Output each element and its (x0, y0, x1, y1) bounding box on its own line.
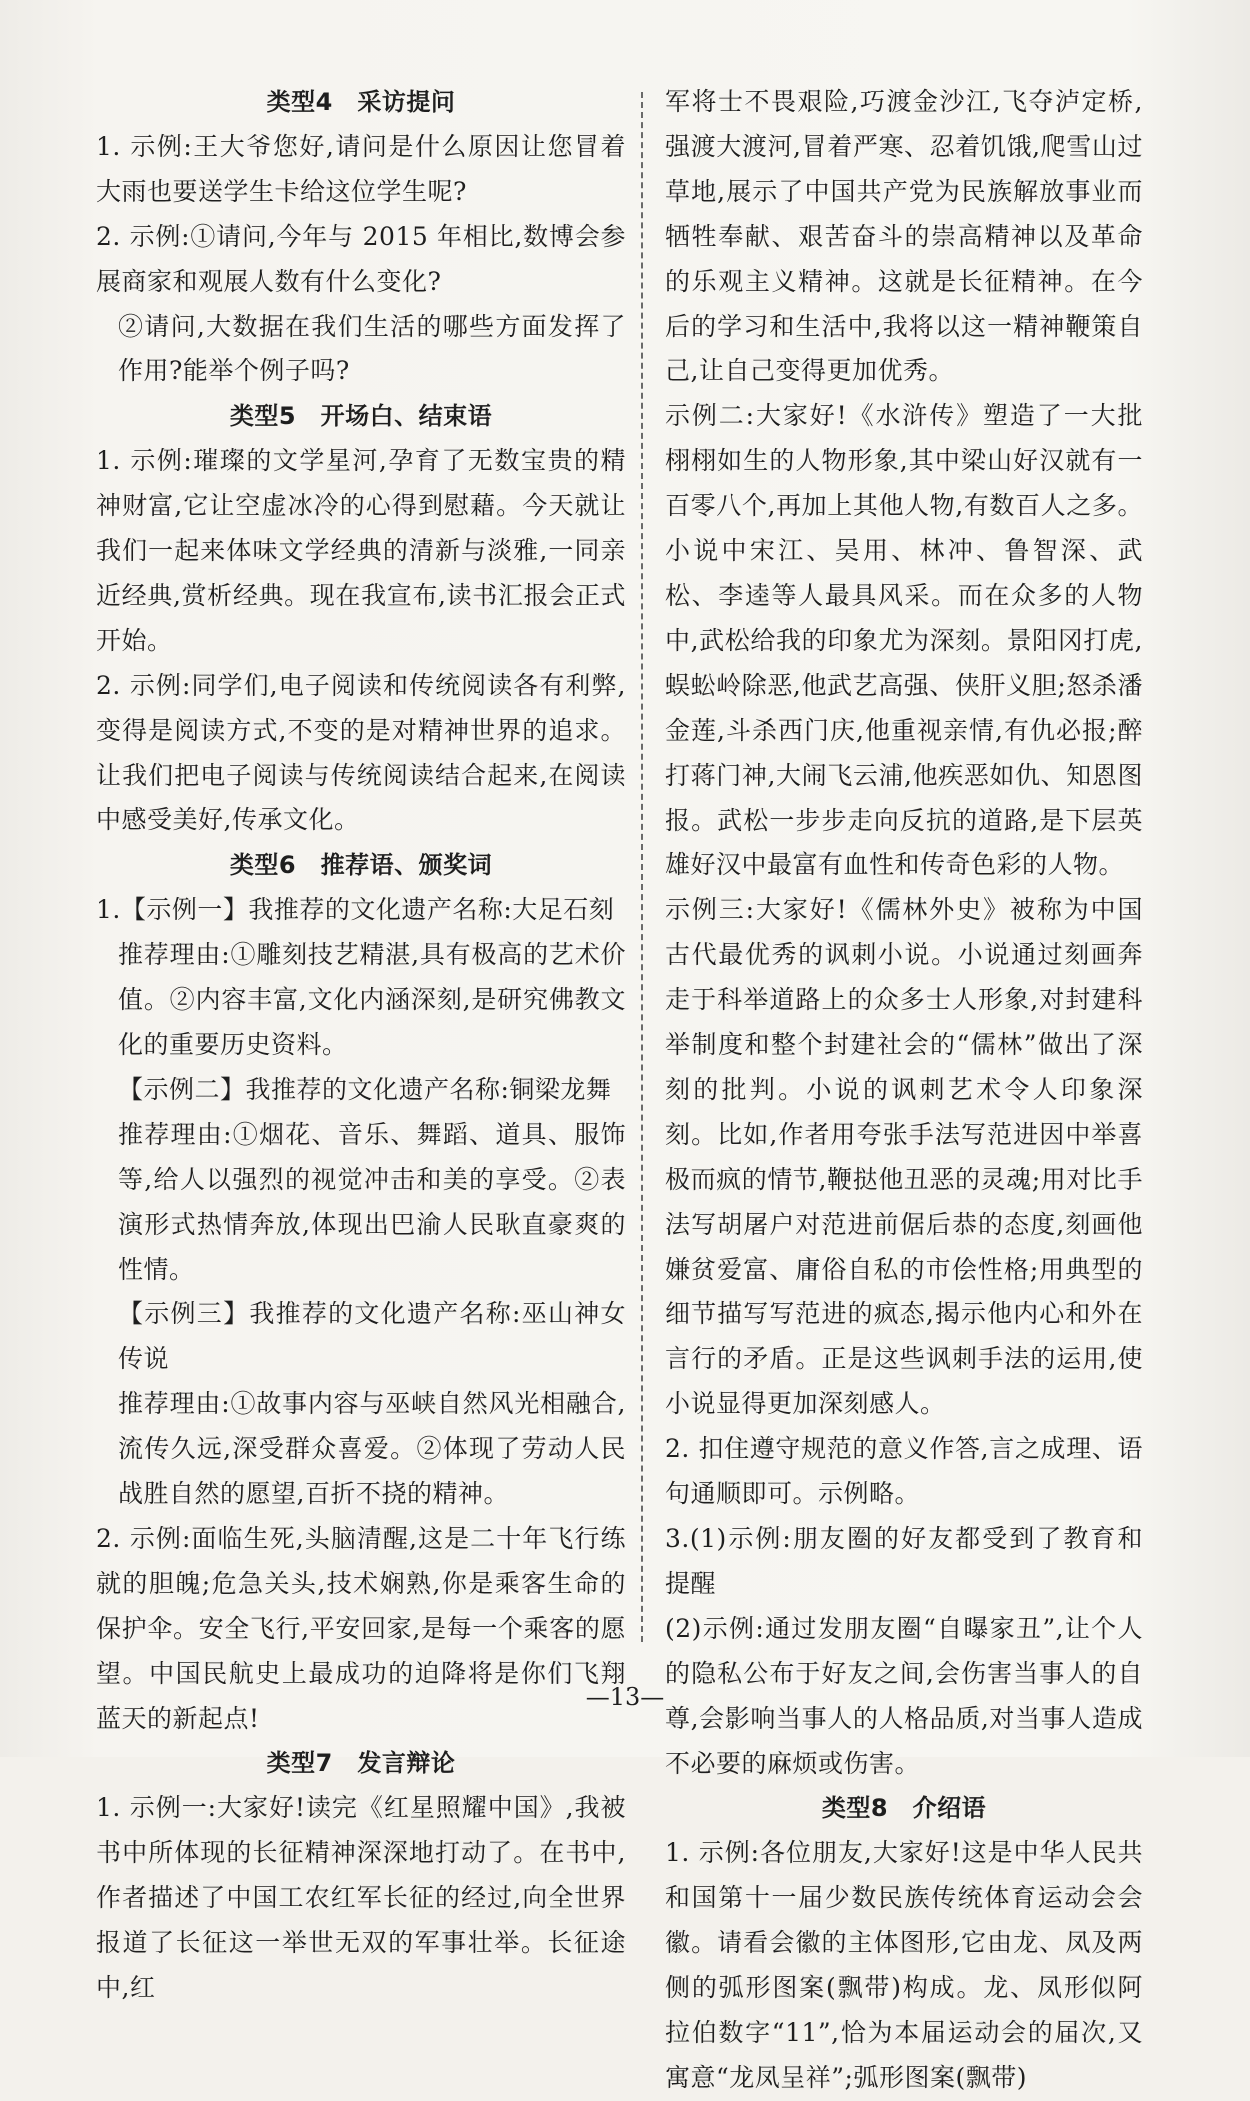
section-heading: 类型5 开场白、结束语 (229, 402, 493, 431)
left-column (96, 80, 626, 2011)
answer-paragraph: 示例二:大家好!《水浒传》塑造了一大批栩栩如生的人物形象,其中梁山好汉就有一百零八个,再加上其他人物,有数百人之多。小说中宋江、吴用、林冲、鲁智深、武松、李逵等人最具风采。而在众多的人物中,武松给我的印象尤为深刻。景阳冈打虎,蜈蚣岭除恶,他武艺高强、侠肝义胆;怒杀潘金莲,斗杀西门庆,他重视亲情,有仇必报;醉打蒋门神,大闹飞云浦,他疾恶如仇、知恩图报。武松一步步走向反抗的道路,是下层英雄好汉中最富有血性和传奇色彩的人物。 (665, 401, 1143, 880)
section-heading: 类型4 采访提问 (266, 88, 456, 116)
answer-item: 1.【示例一】我推荐的文化遗产名称:大足石刻 (96, 895, 615, 925)
section-heading: 类型7 发言辩论 (266, 1749, 456, 1778)
answer-item: 2. 示例:①请问,今年与 2015 年相比,数博会参展商家和观展人数有什么变化? (96, 221, 626, 296)
answer-paragraph: 推荐理由:①雕刻技艺精湛,具有极高的艺术价值。②内容丰富,文化内涵深刻,是研究佛教文化的重要历史资料。 (118, 940, 626, 1059)
answer-paragraph: 【示例二】我推荐的文化遗产名称:铜梁龙舞 (118, 1074, 612, 1104)
answer-item: 1. 示例:各位朋友,大家好!这是中华人民共和国第十一届少数民族传统体育运动会会徽。请看会徽的主体图形,它由龙、凤及两侧的弧形图案(飘带)构成。龙、凤形似阿拉伯数字“11”,恰为本届运动会的届次,又寓意“龙凤呈祥”;弧形图案(飘带) (665, 1838, 1143, 2092)
answer-item: 1. 示例:王大爷您好,请问是什么原因让您冒着大雨也要送学生卡给这位学生呢? (96, 131, 626, 206)
answer-paragraph: 军将士不畏艰险,巧渡金沙江,飞夺泸定桥,强渡大渡河,冒着严寒、忍着饥饿,爬雪山过草地,展示了中国共产党为民族解放事业而牺牲奉献、艰苦奋斗的崇高精神以及革命的乐观主义精神。这就是长征精神。在今后的学习和生活中,我将以这一精神鞭策自己,让自己变得更加优秀。 (665, 87, 1143, 386)
section-heading: 类型6 推荐语、颁奖词 (229, 851, 493, 880)
page-number: —13— (585, 1683, 665, 1711)
answer-item: 1. 示例:璀璨的文学星河,孕育了无数宝贵的精神财富,它让空虚冰冷的心得到慰藉。今天就让我们一起来体味文学经典的清新与淡雅,一同亲近经典,赏析经典。现在我宣布,读书汇报会正式开始。 (96, 446, 626, 655)
answer-item: 2. 示例:面临生死,头脑清醒,这是二十年飞行练就的胆魄;危急关头,技术娴熟,你是乘客生命的保护伞。安全飞行,平安回家,是每一个乘客的愿望。中国民航史上最成功的迫降将是你们飞翔蓝天的新起点! (96, 1523, 626, 1733)
answer-paragraph: ②请问,大数据在我们生活的哪些方面发挥了作用?能举个例子吗? (118, 311, 626, 386)
answer-item: 3.(1)示例:朋友圈的好友都受到了教育和提醒 (665, 1524, 1143, 1598)
answer-paragraph: 【示例三】我推荐的文化遗产名称:巫山神女传说 (118, 1299, 626, 1374)
answer-paragraph: 推荐理由:①故事内容与巫峡自然风光相融合,流传久远,深受群众喜爱。②体现了劳动人民战胜自然的愿望,百折不挠的精神。 (118, 1389, 626, 1509)
answer-paragraph: 推荐理由:①烟花、音乐、舞蹈、道具、服饰等,给人以强烈的视觉冲击和美的享受。②表演形式热情奔放,体现出巴渝人民耿直豪爽的性情。 (118, 1119, 626, 1284)
answer-item: 1. 示例一:大家好!读完《红星照耀中国》,我被书中所体现的长征精神深深地打动了。在书中,作者描述了中国工农红军长征的经过,向全世界报道了长征这一举世无双的军事壮举。长征途中,红 (96, 1793, 626, 2002)
answer-item: 2. 示例:同学们,电子阅读和传统阅读各有利弊,变得是阅读方式,不变的是对精神世界的追求。让我们把电子阅读与传统阅读结合起来,在阅读中感受美好,传承文化。 (96, 670, 626, 835)
answer-paragraph: (2)示例:通过发朋友圈“自曝家丑”,让个人的隐私公布于好友之间,会伤害当事人的自尊,会影响当事人的人格品质,对当事人造成不必要的麻烦或伤害。 (665, 1613, 1143, 1778)
column-divider (641, 92, 643, 1642)
answer-paragraph: 示例三:大家好!《儒林外史》被称为中国古代最优秀的讽刺小说。小说通过刻画奔走于科举道路上的众多士人形象,对封建科举制度和整个封建社会的“儒林”做出了深刻的批判。小说的讽刺艺术令人印象深刻。比如,作者用夸张手法写范进因中举喜极而疯的情节,鞭挞他丑恶的灵魂;用对比手法写胡屠户对范进前倨后恭的态度,刻画他嫌贫爱富、庸俗自私的市侩性格;用典型的细节描写写范进的疯态,揭示他内心和外在言行的矛盾。正是这些讽刺手法的运用,使小说显得更加深刻感人。 (665, 895, 1143, 1419)
right-column (665, 80, 1143, 2101)
answer-item: 2. 扣住遵守规范的意义作答,言之成理、语句通顺即可。示例略。 (665, 1434, 1143, 1509)
section-heading: 类型8 介绍语 (821, 1794, 987, 1823)
